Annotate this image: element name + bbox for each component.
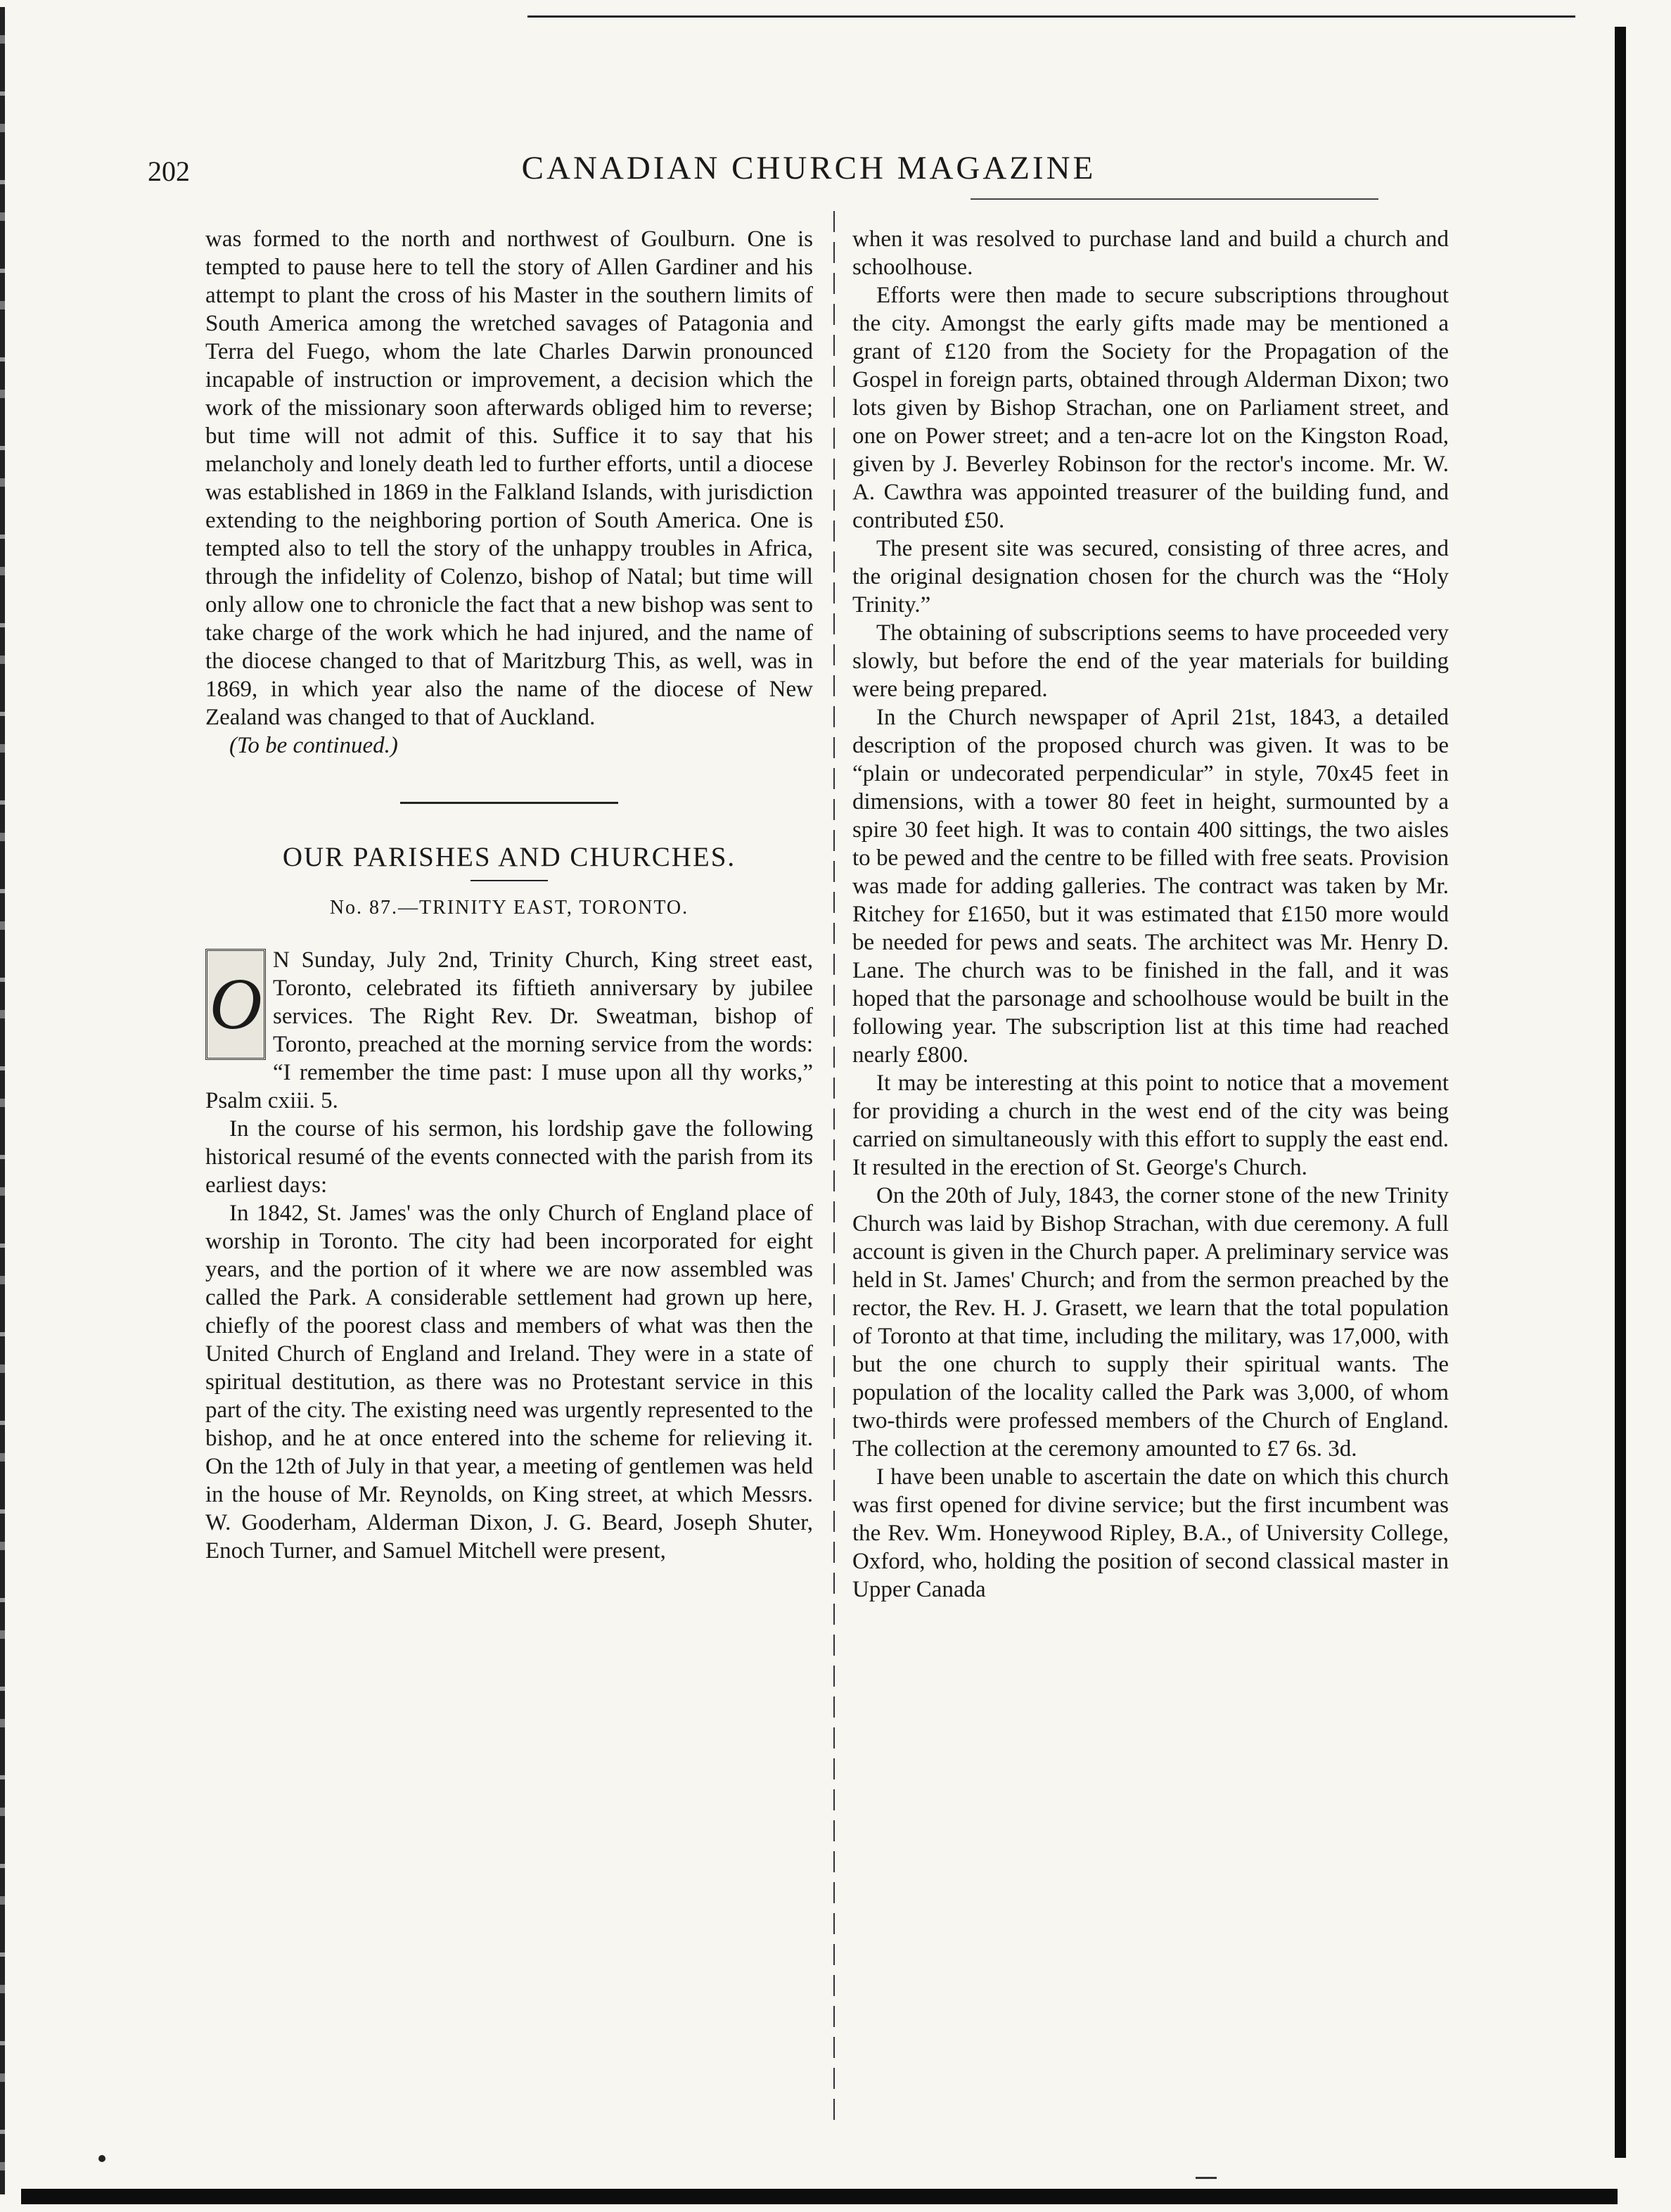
title-rule [470, 880, 548, 881]
article-opening [205, 946, 813, 1115]
column-divider [833, 211, 835, 2124]
column-right [852, 225, 1449, 1604]
paragraph: In 1842, St. James' was the only Church of England place of worship in Toronto. The city had been incorporated for eight years, and the portion of it where we are now assembled was called the Park. A considerable settlement had grown up here, chiefly of the poorest class and members of what was then the United Church of England and Ireland. They were in a state of spiritual destitution, as there was no Protestant service in this part of the city. The existing need was urgently represented to the bishop, and he at once entered into the scheme for relieving it. On the 12th of July in that year, a meeting of gentlemen was held in the house of Mr. Reynolds, on King street, at which Messrs. W. Gooderham, Alderman Dixon, J. G. Beard, Joseph Shuter, Enoch Turner, and Samuel Mitchell were present, [205, 1201, 813, 1564]
paragraph: Efforts were then made to secure subscriptions throughout the city. Amongst the early gifts made may be mentioned a grant of £120 from the Society for the Propagation of the Gospel in foreign parts, obtained through Alderman Dixon; two lots given by Bishop Strachan, one on Parliament street, and one on Power street; and a ten-acre lot on the Kingston Road, given by J. Beverley Robinson for the rector's income. Mr. W. A. Cawthra was appointed treasurer of the building fund, and contributed £50. [852, 283, 1449, 533]
article-subtitle: No. 87.—TRINITY EAST, TORONTO. [329, 897, 689, 919]
to-be-continued: (To be continued.) [229, 733, 398, 758]
paragraph: when it was resolved to purchase land and build a church and schoolhouse. [852, 226, 1449, 280]
drop-cap-initial: O [205, 949, 266, 1060]
section-title: OUR PARISHES AND CHURCHES. [282, 842, 736, 872]
scan-dot [98, 2155, 105, 2162]
paragraph: On the 20th of July, 1843, the corner stone of the new Trinity Church was laid by Bishop Strachan, with due ceremony. A full account is given in the Church paper. A preliminary service was held in St. James' Church; and from the sermon preached by the rector, the Rev. H. J. Grasett, we learn that the total population of Toronto at that time, including the military, was 17,000, with but the one church to supply their spiritual wants. The population of the locality called the Park was 3,000, of whom two-thirds were professed members of the Church of England. The collection at the ceremony amounted to £7 6s. 3d. [852, 1183, 1449, 1462]
scan-mark [1196, 2177, 1217, 2179]
paragraph: It may be interesting at this point to notice that a movement for providing a church in the west end of the city was being carried on simultaneously with this effort to supply the east end. It resulted in the erection of St. George's Church. [852, 1070, 1449, 1180]
paragraph: In the Church newspaper of April 21st, 1843, a detailed description of the proposed church was given. It was to be “plain or undecorated perpendicular” in style, 70x45 feet in dimensions, with a tower 80 feet in height, surmounted by a spire 30 feet high. It was to contain 400 sittings, the two aisles to be pewed and the centre to be filled with free seats. Provision was made for adding galleries. The contract was taken by Mr. Ritchey for £1650, but it was estimated that £150 more would be needed for pews and seats. The architect was Mr. Henry D. Lane. The church was to be finished in the fall, and it was hoped that the parsonage and schoolhouse would be built in the following year. The subscription list at this time had reached nearly £800. [852, 705, 1449, 1068]
paragraph: was formed to the north and northwest of Goulburn. One is tempted to pause here to tell the story of Allen Gardiner and his attempt to plant the cross of his Master in the southern limits of South America among the wretched savages of Patagonia and Terra del Fuego, whom the late Charles Darwin pronounced incapable of instruction or improvement, a decision which the work of the missionary soon afterwards obliged him to reverse; but time will not admit of this. Suffice it to say that his melancholy and lonely death led to further efforts, until a diocese was established in 1869 in the Falkland Islands, with jurisdiction extending to the neighboring portion of South America. One is tempted also to tell the story of the unhappy troubles in Africa, through the infidelity of Colenzo, bishop of Natal; but time will only allow one to chronicle the fact that a new bishop was sent to take charge of the work which he had injured, and the name of the diocese changed to that of Maritzburg This, as well, was in 1869, in which year also the name of the diocese of New Zealand was changed to that of Auckland. [205, 226, 813, 730]
scan-bottom-border [21, 2189, 1618, 2204]
paragraph: I have been unable to ascertain the date on which this church was first opened for divine service; but the first incumbent was the Rev. Wm. Honeywood Ripley, B.A., of University College, Oxford, who, holding the position of second classical master in Upper Canada [852, 1464, 1449, 1602]
header-rule [971, 198, 1378, 200]
paragraph: The obtaining of subscriptions seems to have proceeded very slowly, but before the end of the year materials for building were being prepared. [852, 620, 1449, 702]
section-rule [400, 802, 618, 804]
paragraph: The present site was secured, consisting of three acres, and the original designation chosen for the church was the “Holy Trinity.” [852, 536, 1449, 618]
column-left [205, 225, 813, 1565]
top-rule [527, 15, 1575, 18]
scan-right-border [1615, 27, 1626, 2158]
paragraph: N Sunday, July 2nd, Trinity Church, King street east, Toronto, celebrated its fiftieth anniversary by jubilee services. The Right Rev. Dr. Sweatman, bishop of Toronto, preached at the morning service from the words: “I remember the time past: I muse upon all thy works,” Psalm cxiii. 5. [205, 947, 813, 1113]
paragraph: In the course of his sermon, his lordship gave the following historical resumé of the events connected with the parish from its earliest days: [205, 1116, 813, 1198]
page-number: 202 [148, 155, 190, 187]
masthead-title: CANADIAN CHURCH MAGAZINE [521, 150, 1096, 186]
page-header [148, 149, 1470, 198]
scan-left-edge [0, 7, 5, 2194]
